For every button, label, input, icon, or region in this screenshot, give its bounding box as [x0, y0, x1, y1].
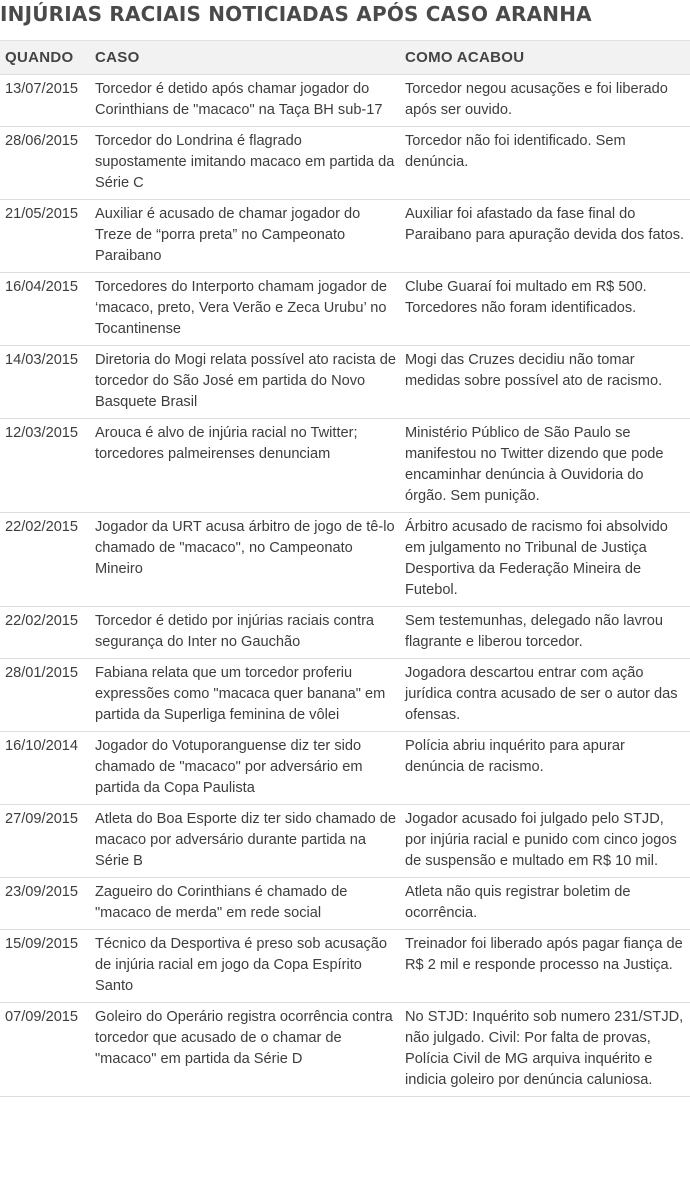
cell-case: Torcedor é detido por injúrias raciais contra segurança do Inter no Gauchão — [90, 607, 400, 659]
cell-date: 21/05/2015 — [0, 200, 90, 273]
cell-case: Torcedores do Interporto chamam jogador de ‘macaco, preto, Vera Verão e Zeca Urubu’ no Tocantinense — [90, 273, 400, 346]
cell-date: 27/09/2015 — [0, 805, 90, 878]
cell-date: 07/09/2015 — [0, 1003, 90, 1097]
cell-date: 12/03/2015 — [0, 419, 90, 513]
cell-case: Torcedor do Londrina é flagrado supostamente imitando macaco em partida da Série C — [90, 127, 400, 200]
table-header-row — [0, 41, 690, 75]
cell-date: 15/09/2015 — [0, 930, 90, 1003]
cell-outcome: Clube Guaraí foi multado em R$ 500. Torcedores não foram identificados. — [400, 273, 690, 346]
table-row — [0, 346, 690, 419]
cell-outcome: Atleta não quis registrar boletim de ocorrência. — [400, 878, 690, 930]
incidents-table-container — [0, 40, 690, 1097]
cell-outcome: Polícia abriu inquérito para apurar denúncia de racismo. — [400, 732, 690, 805]
table-row — [0, 75, 690, 127]
cell-date: 28/01/2015 — [0, 659, 90, 732]
cell-date: 23/09/2015 — [0, 878, 90, 930]
cell-date: 22/02/2015 — [0, 607, 90, 659]
table-row — [0, 659, 690, 732]
cell-case: Goleiro do Operário registra ocorrência contra torcedor que acusado de o chamar de "macaco" em partida da Série D — [90, 1003, 400, 1097]
cell-date: 22/02/2015 — [0, 513, 90, 607]
cell-outcome: No STJD: Inquérito sob numero 231/STJD, não julgado. Civil: Por falta de provas, Polícia Civil de MG arquiva inquérito e indicia goleiro por denúncia caluniosa. — [400, 1003, 690, 1097]
cell-date: 28/06/2015 — [0, 127, 90, 200]
table-row — [0, 607, 690, 659]
cell-date: 14/03/2015 — [0, 346, 90, 419]
incidents-table — [0, 40, 690, 1097]
table-row — [0, 273, 690, 346]
table-row — [0, 1003, 690, 1097]
cell-outcome: Torcedor negou acusações e foi liberado após ser ouvido. — [400, 75, 690, 127]
cell-outcome: Torcedor não foi identificado. Sem denúncia. — [400, 127, 690, 200]
cell-outcome: Jogadora descartou entrar com ação jurídica contra acusado de ser o autor das ofensas. — [400, 659, 690, 732]
table-row — [0, 419, 690, 513]
cell-case: Auxiliar é acusado de chamar jogador do Treze de “porra preta” no Campeonato Paraibano — [90, 200, 400, 273]
cell-case: Atleta do Boa Esporte diz ter sido chamado de macaco por adversário durante partida na Série B — [90, 805, 400, 878]
cell-date: 16/10/2014 — [0, 732, 90, 805]
cell-case: Arouca é alvo de injúria racial no Twitter; torcedores palmeirenses denunciam — [90, 419, 400, 513]
cell-outcome: Treinador foi liberado após pagar fiança de R$ 2 mil e responde processo na Justiça. — [400, 930, 690, 1003]
cell-date: 16/04/2015 — [0, 273, 90, 346]
cell-case: Jogador da URT acusa árbitro de jogo de tê-lo chamado de "macaco", no Campeonato Mineiro — [90, 513, 400, 607]
table-row — [0, 513, 690, 607]
cell-case: Fabiana relata que um torcedor proferiu expressões como "macaca quer banana" em partida da Superliga feminina de vôlei — [90, 659, 400, 732]
table-body — [0, 75, 690, 1097]
cell-date: 13/07/2015 — [0, 75, 90, 127]
table-row — [0, 732, 690, 805]
cell-outcome: Ministério Público de São Paulo se manifestou no Twitter dizendo que pode encaminhar denúncia à Ouvidoria do órgão. Sem punição. — [400, 419, 690, 513]
column-header-when: QUANDO — [0, 41, 90, 75]
cell-case: Torcedor é detido após chamar jogador do Corinthians de "macaco" na Taça BH sub-17 — [90, 75, 400, 127]
table-row — [0, 878, 690, 930]
page-title: INJÚRIAS RACIAIS NOTICIADAS APÓS CASO ARANHA — [0, 2, 592, 26]
cell-case: Jogador do Votuporanguense diz ter sido chamado de "macaco" por adversário em partida da Copa Paulista — [90, 732, 400, 805]
table-row — [0, 805, 690, 878]
cell-case: Diretoria do Mogi relata possível ato racista de torcedor do São José em partida do Novo Basquete Brasil — [90, 346, 400, 419]
cell-case: Zagueiro do Corinthians é chamado de "macaco de merda" em rede social — [90, 878, 400, 930]
cell-case: Técnico da Desportiva é preso sob acusação de injúria racial em jogo da Copa Espírito Santo — [90, 930, 400, 1003]
cell-outcome: Árbitro acusado de racismo foi absolvido em julgamento no Tribunal de Justiça Desportiva da Federação Mineira de Futebol. — [400, 513, 690, 607]
cell-outcome: Sem testemunhas, delegado não lavrou flagrante e liberou torcedor. — [400, 607, 690, 659]
table-row — [0, 930, 690, 1003]
column-header-case: CASO — [90, 41, 400, 75]
column-header-outcome: COMO ACABOU — [400, 41, 690, 75]
cell-outcome: Auxiliar foi afastado da fase final do Paraibano para apuração devida dos fatos. — [400, 200, 690, 273]
cell-outcome: Mogi das Cruzes decidiu não tomar medidas sobre possível ato de racismo. — [400, 346, 690, 419]
table-header — [0, 41, 690, 75]
cell-outcome: Jogador acusado foi julgado pelo STJD, por injúria racial e punido com cinco jogos de suspensão e multado em R$ 10 mil. — [400, 805, 690, 878]
table-row — [0, 200, 690, 273]
table-row — [0, 127, 690, 200]
